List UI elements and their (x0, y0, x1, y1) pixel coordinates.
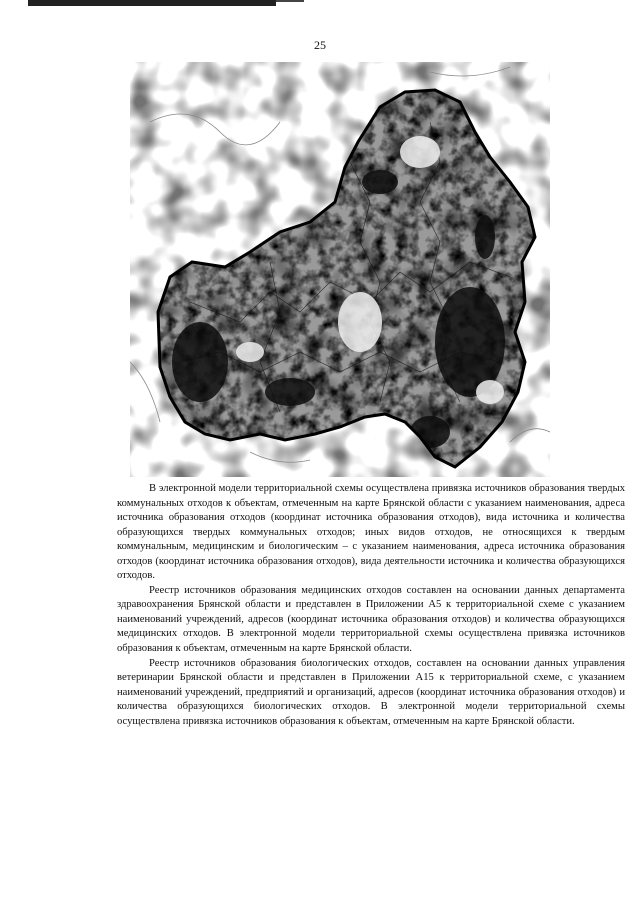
body-text (117, 482, 625, 729)
scan-artifact-bar (28, 0, 276, 6)
paragraph: Реестр источников образования медицинских отходов составлен на основании данных департамента здравоохранения Брянской области и представлен в Приложении А5 к территориальной схеме с указанием наименований учреждений, адресов (координат источника образования отходов) и количества образующихся медицинских отходов. В электронной модели территориальной схемы осуществлена привязка источников образования к объектам, отмеченным на карте Брянской области. (117, 584, 625, 655)
region-map-image (130, 62, 550, 477)
paragraph: В электронной модели территориальной схемы осуществлена привязка источников образования твердых коммунальных отходов к объектам, отмеченным на карте Брянской области с указанием наименования, адреса источника образования отходов (координат источника образования отходов), вида источника и количества образующихся твердых коммунальных отходов; иных видов отходов, не относящихся к твердым коммунальным, медицинским и биологическим – с указанием наименования, адреса источника образования отходов (координат источника образования отходов), вида деятельности источника и количества образующихся отходов. (117, 483, 625, 582)
page-number: 25 (314, 38, 326, 52)
scan-artifact-line (276, 0, 304, 2)
paragraph: Реестр источников образования биологических отходов, составлен на основании данных управления ветеринарии Брянской области и представлен в Приложении А15 к территориальной схеме, с указанием наименований учреждений, предприятий и организаций, адресов (координат источника образования отходов) и количества образующихся биологических отходов. В электронной модели территориальной схемы осуществлена привязка источников образования к объектам, отмеченным на карте Брянской области. (117, 657, 625, 727)
